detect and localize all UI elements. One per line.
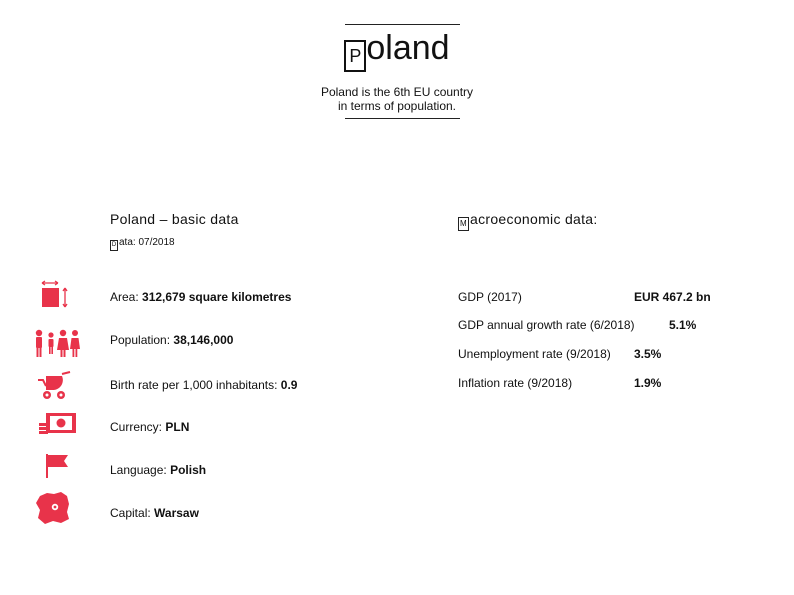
gdp-value-text: EUR 467.2 bn: [634, 290, 711, 304]
birth-rate-value: 0.9: [280, 378, 298, 392]
area-row: [110, 290, 291, 304]
page-subtitle: [280, 85, 514, 113]
population-label: Population:: [110, 333, 174, 347]
capital-row: [110, 506, 199, 520]
data-date: [110, 237, 175, 251]
subtitle-line-1: Poland is the 6th EU country: [320, 85, 474, 99]
macro-first-glyph: M: [458, 217, 469, 231]
capital-value: Warsaw: [154, 506, 199, 520]
stroller-icon: [36, 370, 74, 402]
subtitle-line-2: in terms of population.: [337, 99, 457, 113]
page-title: [300, 28, 494, 72]
currency-row: [110, 420, 189, 434]
language-row: [110, 463, 206, 477]
title-top-rule: [345, 24, 460, 25]
birth-rate-label: Birth rate per 1,000 inhabitants:: [110, 378, 281, 392]
inflation-label: Inflation rate (9/2018): [458, 376, 573, 390]
money-icon: [38, 411, 78, 437]
unemployment-label: Unemployment rate (9/2018): [458, 347, 611, 361]
gdp-growth-value: [669, 318, 696, 332]
population-value: 38,146,000: [173, 333, 234, 347]
title-rest: oland: [366, 29, 450, 67]
inflation-value-text: 1.9%: [634, 376, 662, 390]
area-label: Area:: [110, 290, 143, 304]
title-bottom-rule: [345, 118, 460, 119]
language-value: Polish: [170, 463, 207, 477]
language-label: Language:: [110, 463, 171, 477]
date-first-glyph: D: [110, 240, 118, 251]
macro-heading: [458, 211, 598, 231]
unemployment-value-text: 3.5%: [634, 347, 662, 361]
gdp-value: [634, 290, 711, 304]
people-icon: [34, 329, 82, 359]
currency-label: Currency:: [110, 420, 166, 434]
map-icon: [34, 490, 72, 526]
gdp-label: GDP (2017): [458, 290, 522, 304]
area-value: 312,679 square kilometres: [142, 290, 292, 304]
area-icon: [40, 280, 70, 314]
population-row: [110, 333, 233, 347]
gdp-growth-label: GDP annual growth rate (6/2018): [458, 318, 635, 332]
basic-data-heading: Poland – basic data: [110, 211, 239, 227]
currency-value: PLN: [165, 420, 190, 434]
unemployment-value: [634, 347, 661, 361]
title-first-glyph: P: [344, 40, 366, 72]
capital-label: Capital:: [110, 506, 155, 520]
birth-rate-row: [110, 378, 297, 392]
gdp-growth-value-text: 5.1%: [669, 318, 697, 332]
inflation-value: [634, 376, 661, 390]
flag-icon: [44, 452, 72, 480]
date-rest: ata: 07/2018: [119, 237, 175, 248]
macro-heading-rest: acroeconomic data:: [470, 211, 598, 227]
